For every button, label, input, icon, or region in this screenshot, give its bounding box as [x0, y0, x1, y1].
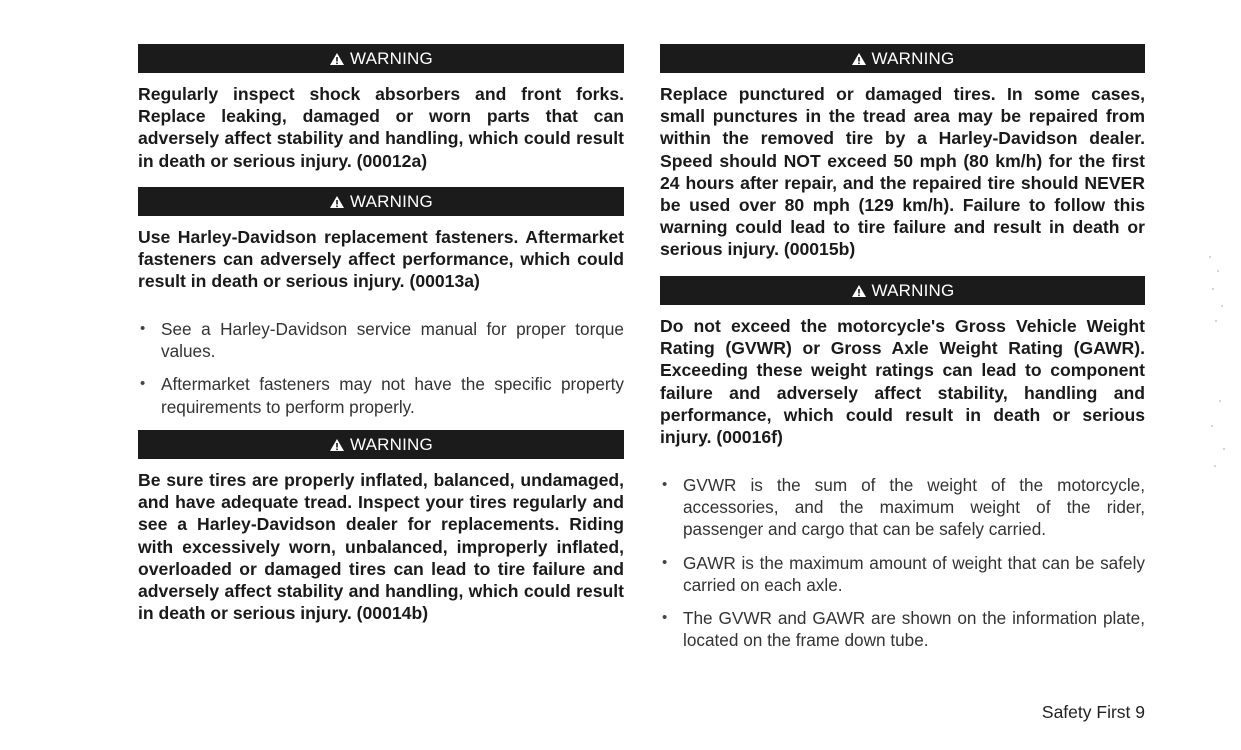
warning-title: WARNING [350, 434, 433, 454]
warning-text: Do not exceed the motorcycle's Gross Vehicle Weight Rating (GVWR) or Gross Axle Weight Rating (GAWR). Exceeding these weight ratings can lead to component failure and adversely affect stability, handling and performance, which could result in death or serious injury. (00016f) [660, 316, 1145, 448]
bullet-dot-icon: • [662, 476, 668, 493]
list-item [660, 607, 1145, 651]
warning-title: WARNING [871, 280, 955, 300]
list-item [660, 474, 1145, 541]
list-item-text: Aftermarket fasteners may not have the specific property requirements to perform properly. [161, 374, 624, 417]
warning-title: WARNING [871, 48, 955, 68]
warning-title: WARNING [350, 48, 433, 68]
warning-banner [138, 187, 624, 216]
warning-text: Be sure tires are properly inflated, balanced, undamaged, and have adequate tread. Inspect your tires regularly and see a Harley-Davidson dealer for replacements. Riding with excessively worn, unbalanced, improperly inflated, overloaded or damaged tires can lead to tire failure and adversely affect stability and handling, which could result in death or serious injury. (00014b) [138, 470, 624, 624]
bullet-dot-icon: • [662, 553, 668, 571]
list-item [660, 552, 1145, 596]
bullet-dot-icon: • [140, 375, 146, 393]
list-item-text: GVWR is the sum of the weight of the motorcycle, accessories, and the maximum weight of the rider, passenger and cargo that can be safely carried. [683, 475, 1145, 540]
list-item-text: GAWR is the maximum amount of weight that can be safely carried on each axle. [683, 552, 1145, 595]
bullet-list [138, 318, 624, 418]
bullet-dot-icon: • [140, 320, 146, 337]
scan-specks [1205, 250, 1233, 490]
warning-text: Replace punctured or damaged tires. In some cases, small punctures in the tread area may be repaired from within the removed tire by a Harley-Davidson dealer. Speed should NOT exceed 50 mph (80 km/h) for the first 24 hours after repair, and the repaired tire should NEVER be used over 80 mph (129 km/h). Failure to follow this warning could lead to tire failure and result in death or serious injury. (00015b) [660, 84, 1145, 260]
list-item-text: The GVWR and GAWR are shown on the information plate, located on the frame down tube. [683, 608, 1145, 651]
warning-triangle-icon [851, 52, 867, 66]
list-item-text: See a Harley-Davidson service manual for proper torque values. [161, 319, 624, 362]
warning-triangle-icon [329, 195, 345, 209]
warning-text: Use Harley-Davidson replacement fasteners. Aftermarket fasteners can adversely affect performance, which could result in death or serious injury. (00013a) [138, 227, 624, 292]
bullet-list [660, 474, 1145, 651]
warning-triangle-icon [851, 284, 867, 298]
warning-text: Regularly inspect shock absorbers and front forks. Replace leaking, damaged or worn parts that can adversely affect stability and handling, which could result in death or serious injury. (00012a) [138, 84, 624, 171]
bullet-dot-icon: • [662, 609, 668, 627]
warning-title: WARNING [350, 191, 433, 211]
page-footer: Safety First 9 [1041, 702, 1145, 722]
warning-banner [138, 44, 624, 73]
list-item [138, 373, 624, 417]
warning-banner [660, 276, 1145, 305]
warning-banner [138, 430, 624, 459]
warning-triangle-icon [329, 438, 345, 452]
warning-triangle-icon [329, 52, 345, 66]
list-item [138, 318, 624, 362]
warning-banner [660, 44, 1145, 73]
